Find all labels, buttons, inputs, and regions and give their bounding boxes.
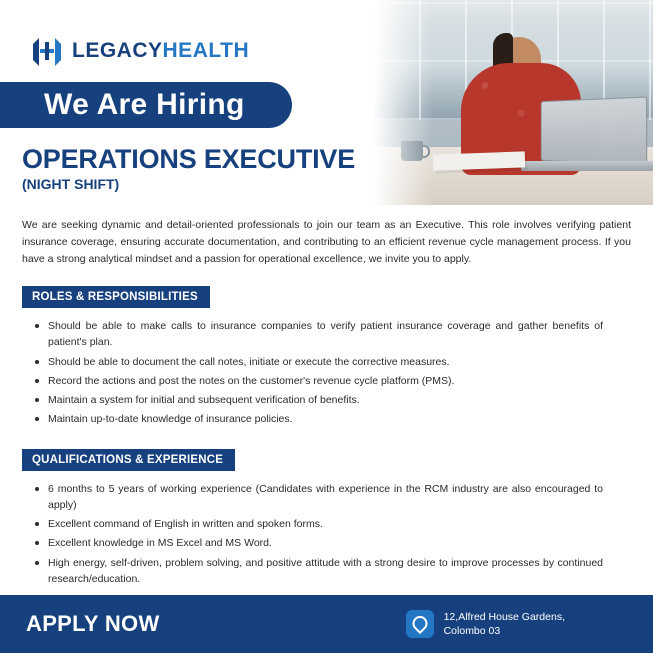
address-line-1: 12,Alfred House Gardens, xyxy=(443,610,565,623)
office-photo xyxy=(373,0,653,205)
company-logo xyxy=(30,34,249,68)
legacy-health-logo-icon xyxy=(30,34,64,68)
list-item: Excellent command of English in written and spoken forms. xyxy=(48,516,631,532)
job-subtitle: (NIGHT SHIFT) xyxy=(22,176,120,192)
poster-body xyxy=(0,205,653,609)
roles-list xyxy=(22,318,631,428)
address-text xyxy=(444,610,565,638)
apply-now-label[interactable]: APPLY NOW xyxy=(26,611,160,636)
logo-wordmark xyxy=(72,39,249,63)
section-heading-roles: ROLES & RESPONSIBILITIES xyxy=(22,286,210,308)
list-item: Maintain up-to-date knowledge of insurance policies. xyxy=(48,411,631,427)
we-are-hiring-label: We Are Hiring xyxy=(44,88,245,121)
address-block xyxy=(406,610,565,638)
we-are-hiring-banner xyxy=(0,82,292,128)
list-item: Should be able to document the call notes, initiate or execute the corrective measures. xyxy=(48,354,631,370)
list-item: High energy, self-driven, problem solving, and positive attitude with a strong desire to improve processes by continued research/education. xyxy=(48,555,631,588)
list-item: Excellent knowledge in MS Excel and MS Word. xyxy=(48,535,631,551)
logo-health-text: HEALTH xyxy=(162,39,250,62)
laptop xyxy=(541,96,647,165)
laptop-base xyxy=(521,161,653,171)
intro-paragraph: We are seeking dynamic and detail-oriented professionals to join our team as an Executive. This role involves verifying patient insurance coverage, ensuring accurate documentation, and contributing to an efficient revenue cycle management process. If you have a strong analytical mindset and a passion for operational excellence, we invite you to apply. xyxy=(22,219,631,265)
list-item: Should be able to make calls to insurance companies to verify patient insurance coverage and gather benefits of patient's plan. xyxy=(48,318,631,351)
poster-footer xyxy=(0,595,653,653)
address-line-2: Colombo 03 xyxy=(443,625,501,637)
qualifications-list xyxy=(22,481,631,607)
section-heading-qualifications: QUALIFICATIONS & EXPERIENCE xyxy=(22,449,235,471)
photo-fade xyxy=(373,0,433,205)
papers xyxy=(433,151,526,170)
list-item: 6 months to 5 years of working experience (Candidates with experience in the RCM industry are also encouraged to apply) xyxy=(48,481,631,514)
logo-legacy-text: LEGACY xyxy=(72,39,163,62)
list-item: Maintain a system for initial and subsequent verification of benefits. xyxy=(48,392,631,408)
poster-header xyxy=(0,0,653,205)
location-pin-icon xyxy=(406,610,434,638)
job-title: OPERATIONS EXECUTIVE xyxy=(22,144,356,174)
list-item: Record the actions and post the notes on the customer's revenue cycle platform (PMS). xyxy=(48,373,631,389)
